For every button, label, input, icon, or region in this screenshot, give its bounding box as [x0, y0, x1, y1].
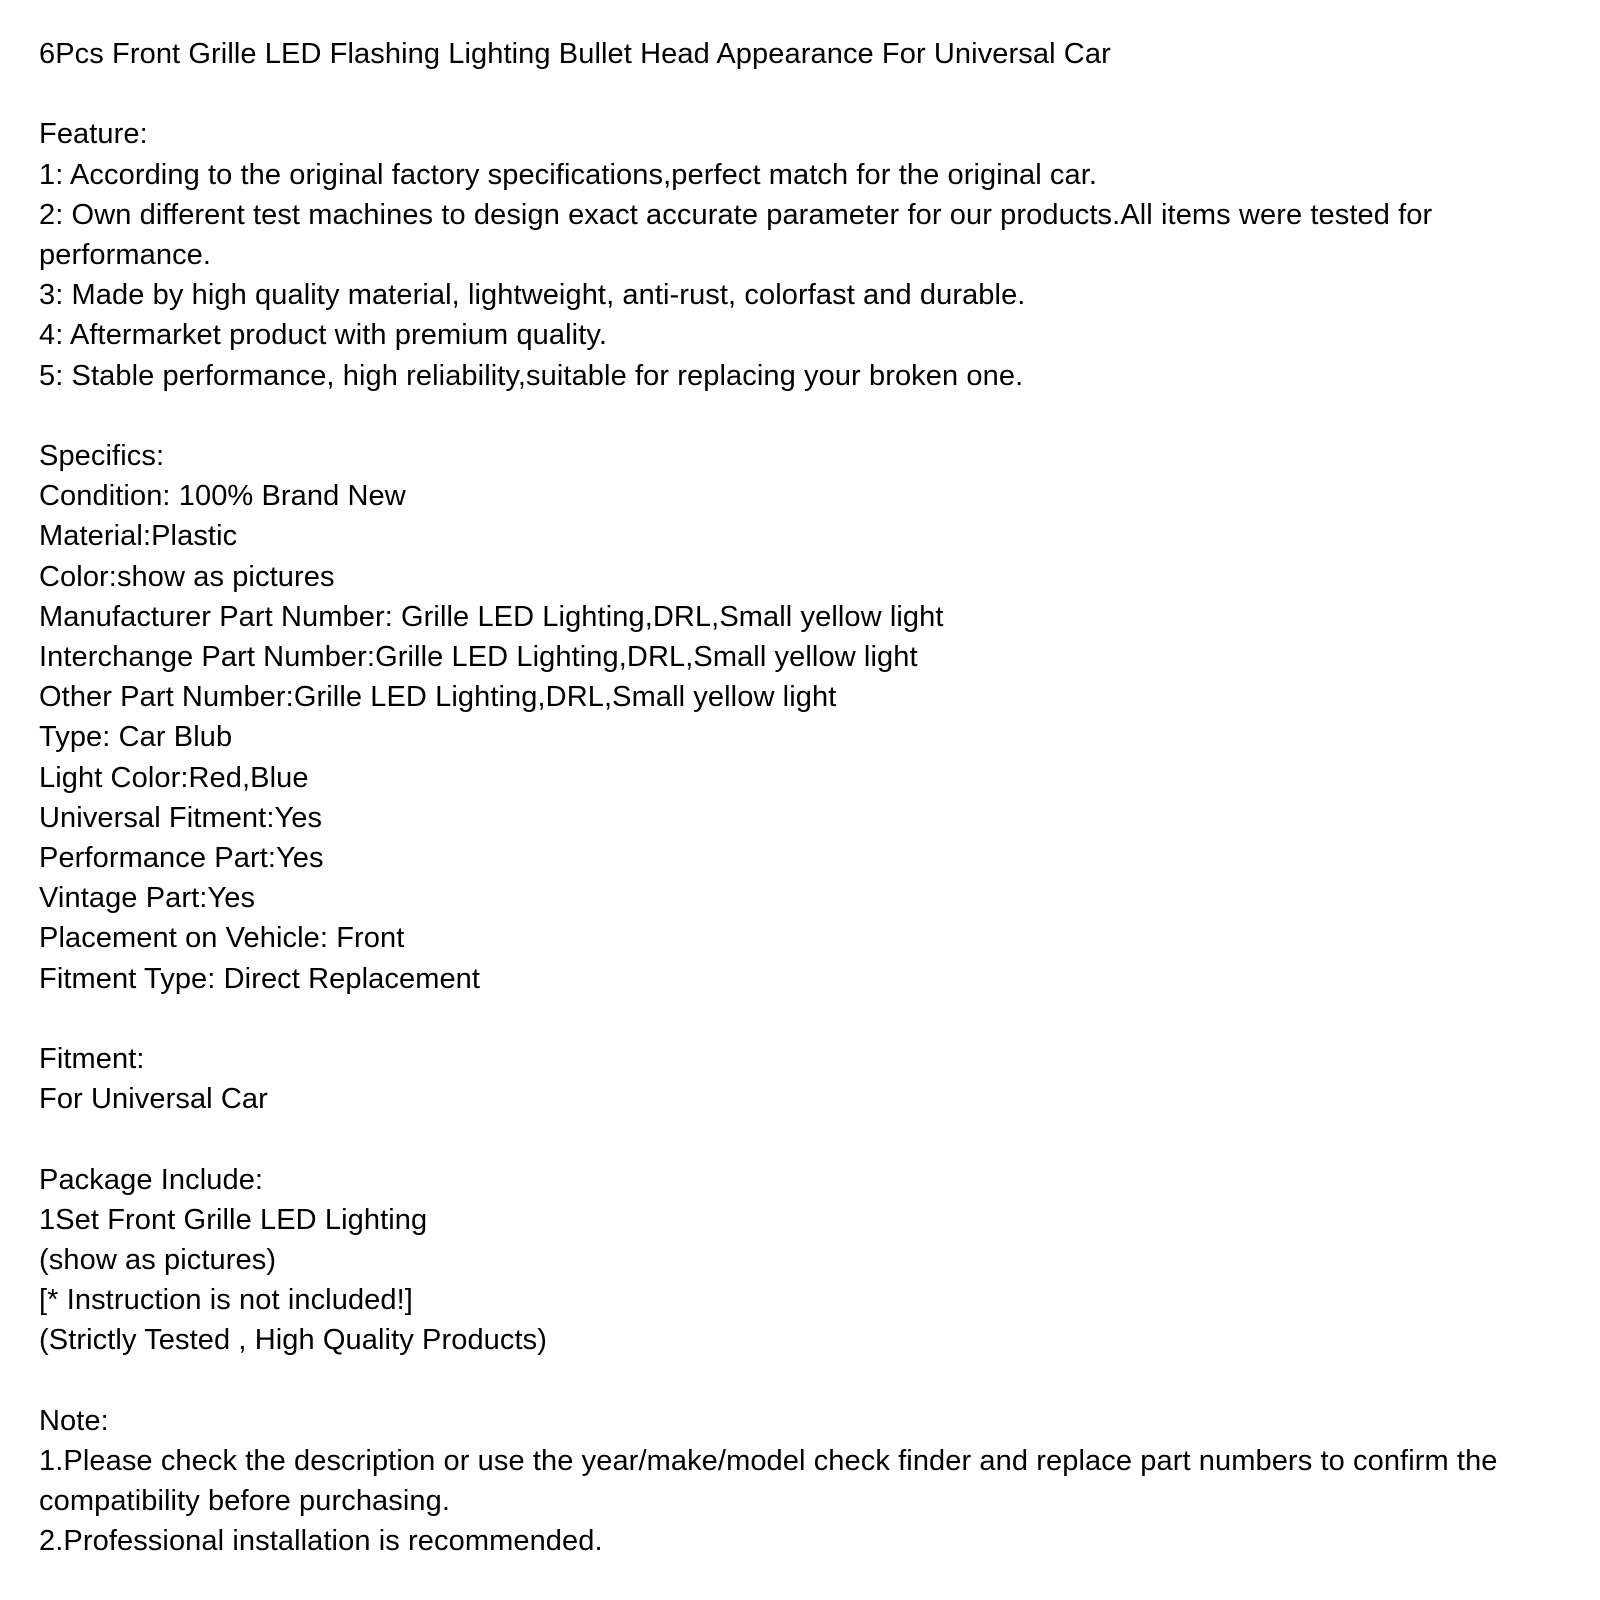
spacer: [39, 1361, 1579, 1401]
specifics-item: Color:show as pictures: [39, 560, 335, 593]
spacer: [39, 396, 1579, 436]
specifics-item: Type: Car Blub: [39, 721, 233, 754]
feature-item: 3: Made by high quality material, lightweight, anti-rust, colorfast and durable.: [39, 279, 1026, 312]
product-description: [39, 34, 1579, 1562]
note-heading: Note:: [39, 1404, 109, 1437]
specifics-item: Fitment Type: Direct Replacement: [39, 962, 481, 995]
fitment-heading: Fitment:: [39, 1043, 145, 1076]
note-item: 2.Professional installation is recommended.: [39, 1525, 603, 1558]
spacer: [39, 74, 1579, 114]
feature-item: 2: Own different test machines to design exact accurate parameter for our products.All items were tested for performance.: [39, 198, 1433, 271]
specifics-item: Interchange Part Number:Grille LED Lighting,DRL,Small yellow light: [39, 641, 918, 674]
package-item: (Strictly Tested , High Quality Products): [39, 1324, 548, 1357]
package-heading: Package Include:: [39, 1163, 264, 1196]
specifics-item: Material:Plastic: [39, 520, 238, 553]
specifics-item: Condition: 100% Brand New: [39, 480, 406, 513]
specifics-item: Vintage Part:Yes: [39, 882, 256, 915]
specifics-item: Performance Part:Yes: [39, 842, 324, 875]
product-title: 6Pcs Front Grille LED Flashing Lighting Bullet Head Appearance For Universal Car: [39, 38, 1111, 70]
package-item: [* Instruction is not included!]: [39, 1284, 413, 1317]
spacer: [39, 999, 1579, 1039]
specifics-item: Manufacturer Part Number: Grille LED Lighting,DRL,Small yellow light: [39, 600, 944, 633]
feature-heading: Feature:: [39, 118, 148, 151]
note-item: 1.Please check the description or use the year/make/model check finder and replace part numbers to confirm the compatibility before purchasing.: [39, 1445, 1498, 1518]
feature-item: 5: Stable performance, high reliability,suitable for replacing your broken one.: [39, 359, 1024, 392]
specifics-item: Universal Fitment:Yes: [39, 801, 323, 834]
feature-item: 1: According to the original factory specifications,perfect match for the original car.: [39, 158, 1098, 191]
feature-item: 4: Aftermarket product with premium quality.: [39, 319, 607, 352]
fitment-text: For Universal Car: [39, 1083, 268, 1116]
specifics-item: Placement on Vehicle: Front: [39, 922, 405, 955]
specifics-item: Other Part Number:Grille LED Lighting,DRL,Small yellow light: [39, 681, 837, 714]
package-item: (show as pictures): [39, 1244, 277, 1277]
specifics-item: Light Color:Red,Blue: [39, 761, 309, 794]
spacer: [39, 1119, 1579, 1159]
package-item: 1Set Front Grille LED Lighting: [39, 1203, 428, 1236]
specifics-heading: Specifics:: [39, 440, 165, 472]
